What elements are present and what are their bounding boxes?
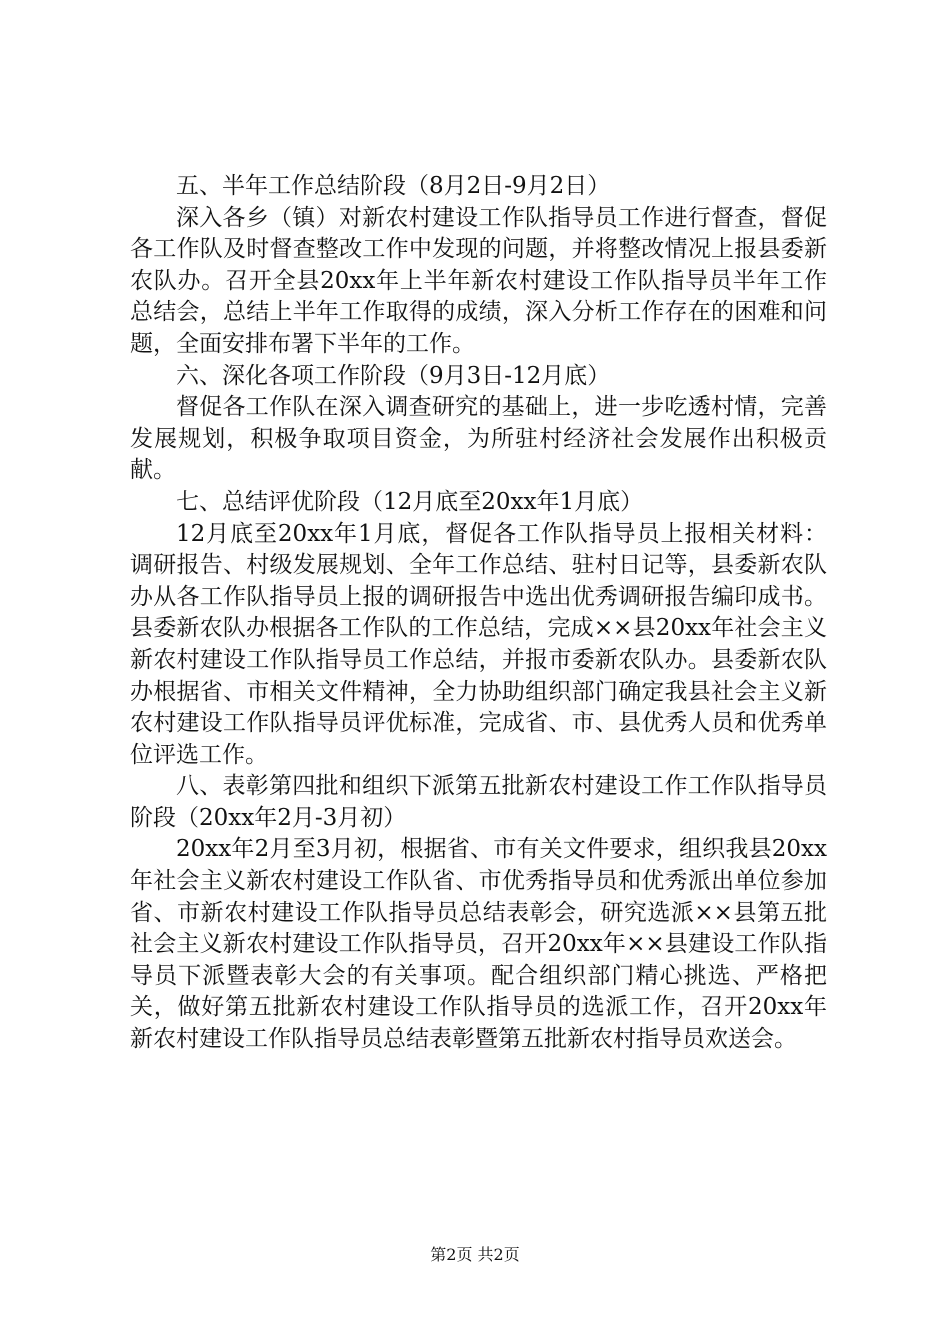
section-heading-5: 五、半年工作总结阶段（8月2日-9月2日） [176, 173, 611, 199]
document-body [130, 171, 827, 1056]
paragraph-section-7: 12月底至20xx年1月底，督促各工作队指导员上报相关材料：调研报告、村级发展规划、全年工作总结、驻村日记等，县委新农队办从各工作队指导员上报的调研报告中选出优秀调研报告编印成书。县委新农队办根据各工作队的工作总结，完成××县20xx年社会主义新农村建设工作队指导员工作总结，并报市委新农队办。县委新农队办根据省、市相关文件精神，全力协助组织部门确定我县社会主义新农村建设工作队指导员评优标准，完成省、市、县优秀人员和优秀单位评选工作。 [130, 520, 827, 768]
section-heading-8: 八、表彰第四批和组织下派第五批新农村建设工作工作队指导员阶段（20xx年2月-3月初） [130, 773, 827, 831]
page-footer: 第2页 共2页 [430, 1245, 520, 1264]
paragraph-section-8: 20xx年2月至3月初，根据省、市有关文件要求，组织我县20xx年社会主义新农村建设工作队省、市优秀指导员和优秀派出单位参加省、市新农村建设工作队指导员总结表彰会，研究选派××县第五批社会主义新农村建设工作队指导员，召开20xx年××县建设工作队指导员下派暨表彰大会的有关事项。配合组织部门精心挑选、严格把关，做好第五批新农村建设工作队指导员的选派工作，召开20xx年新农村建设工作队指导员总结表彰暨第五批新农村指导员欢送会。 [130, 836, 827, 1053]
paragraph-section-5: 深入各乡（镇）对新农村建设工作队指导员工作进行督查，督促各工作队及时督查整改工作中发现的问题，并将整改情况上报县委新农队办。召开全县20xx年上半年新农村建设工作队指导员半年工作总结会，总结上半年工作取得的成绩，深入分析工作存在的困难和问题，全面安排布署下半年的工作。 [130, 204, 827, 357]
section-heading-6: 六、深化各项工作阶段（9月3日-12月底） [176, 362, 611, 389]
paragraph-section-6: 督促各工作队在深入调查研究的基础上，进一步吃透村情，完善发展规划，积极争取项目资金，为所驻村经济社会发展作出积极贡献。 [130, 394, 827, 484]
section-heading-7: 七、总结评优阶段（12月底至20xx年1月底） [176, 488, 644, 515]
